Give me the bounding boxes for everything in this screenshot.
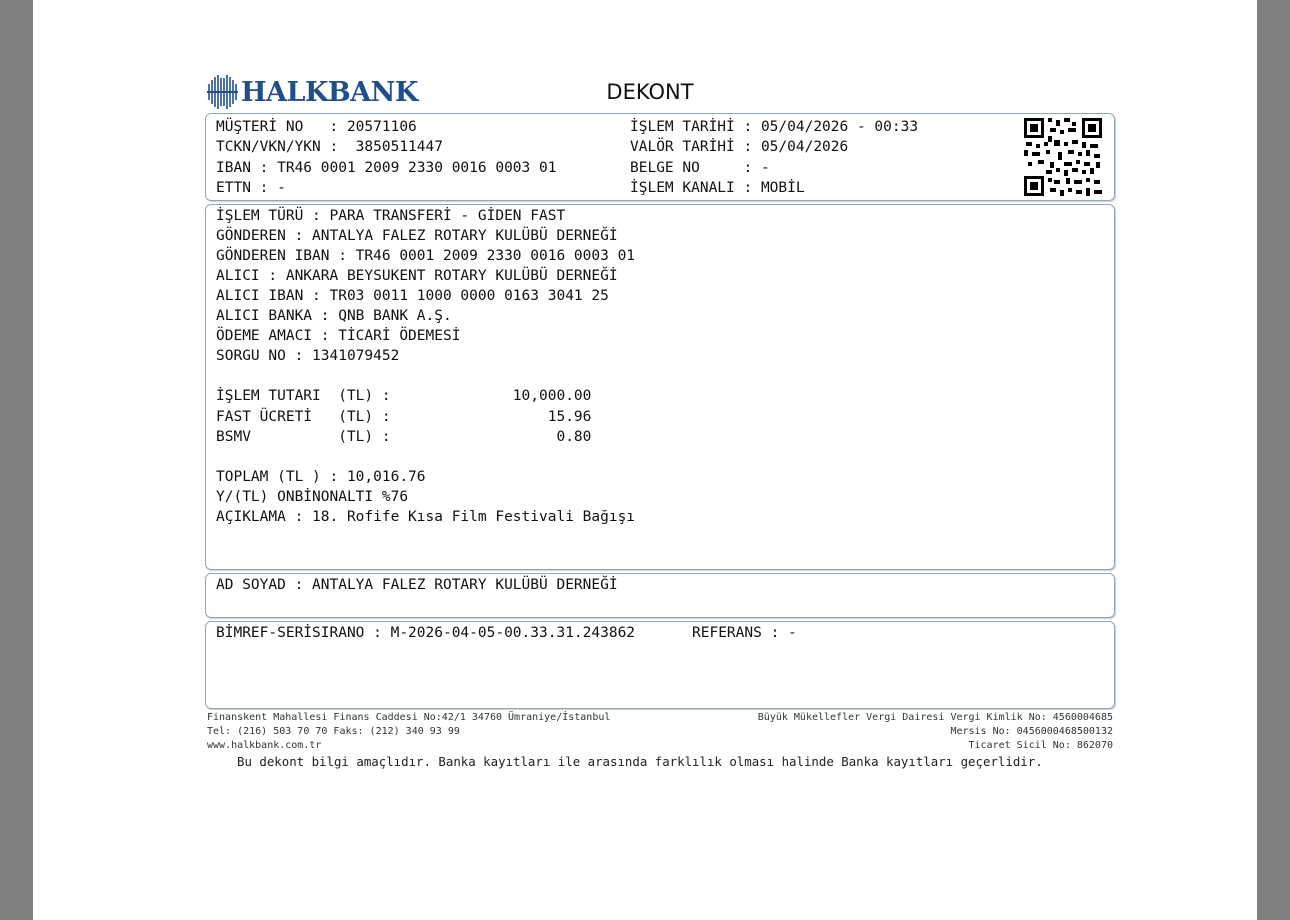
footer-phone: Tel: (216) 503 70 70 Faks: (212) 340 93 99 <box>207 726 460 737</box>
gonderen-iban: GÖNDEREN IBAN : TR46 0001 2009 2330 0016 0003 01 <box>216 248 636 264</box>
yazi-ile-tutar: Y/(TL) ONBİNONALTI %76 <box>216 489 409 505</box>
footer-address: Finanskent Mahallesi Finans Caddesi No:42/1 34760 Ümraniye/İstanbul <box>207 712 611 723</box>
aciklama: AÇIKLAMA : 18. Rofife Kısa Film Festivali Bağışı <box>216 509 636 525</box>
halkbank-wheat-logo-icon <box>207 74 239 110</box>
sorgu-no: SORGU NO : 1341079452 <box>216 348 400 364</box>
customer-info-box <box>205 113 1115 201</box>
ad-soyad-box <box>205 573 1115 618</box>
alici: ALICI : ANKARA BEYSUKENT ROTARY KULÜBÜ DERNEĞİ <box>216 268 618 284</box>
bimref-serisirano: BİMREF-SERİSIRANO : M-2026-04-05-00.33.31.243862 <box>216 625 636 641</box>
musteri-no: MÜŞTERİ NO : 20571106 <box>216 119 417 135</box>
tckn: TCKN/VKN/YKN : 3850511447 <box>216 139 443 155</box>
qr-code-icon <box>1024 118 1102 196</box>
document-title: DEKONT <box>606 80 694 104</box>
valor-tarihi: VALÖR TARİHİ : 05/04/2026 <box>630 139 849 155</box>
odeme-amaci: ÖDEME AMACI : TİCARİ ÖDEMESİ <box>216 328 461 344</box>
disclaimer: Bu dekont bilgi amaçlıdır. Banka kayıtları ile arasında farklılık olması halinde Banka kayıtları geçerlidir. <box>237 754 1043 769</box>
receipt-page <box>33 0 1257 920</box>
islem-turu: İŞLEM TÜRÜ : PARA TRANSFERİ - GİDEN FAST <box>216 208 566 224</box>
ettn: ETTN : - <box>216 180 286 196</box>
bsmv: BSMV (TL) : 0.80 <box>216 429 592 445</box>
islem-tutari: İŞLEM TUTARI (TL) : 10,000.00 <box>216 388 592 404</box>
transaction-details-box <box>205 204 1115 570</box>
iban: IBAN : TR46 0001 2009 2330 0016 0003 01 <box>216 160 557 176</box>
footer-website: www.halkbank.com.tr <box>207 740 322 751</box>
islem-kanali: İŞLEM KANALI : MOBİL <box>630 180 805 196</box>
footer-mersis: Mersis No: 0456000468500132 <box>950 726 1113 737</box>
fast-ucreti: FAST ÜCRETİ (TL) : 15.96 <box>216 409 592 425</box>
islem-tarihi: İŞLEM TARİHİ : 05/04/2026 - 00:33 <box>630 119 919 135</box>
toplam: TOPLAM (TL ) : 10,016.76 <box>216 469 426 485</box>
gonderen: GÖNDEREN : ANTALYA FALEZ ROTARY KULÜBÜ DERNEĞİ <box>216 228 618 244</box>
footer-tax-id: Büyük Mükellefler Vergi Dairesi Vergi Kimlik No: 4560004685 <box>757 712 1113 723</box>
halkbank-logo <box>207 74 418 110</box>
ad-soyad: AD SOYAD : ANTALYA FALEZ ROTARY KULÜBÜ DERNEĞİ <box>216 577 618 593</box>
referans: REFERANS : - <box>692 625 797 641</box>
footer-ticaret-sicil: Ticaret Sicil No: 862070 <box>968 740 1113 751</box>
alici-iban: ALICI IBAN : TR03 0011 1000 0000 0163 3041 25 <box>216 288 609 304</box>
alici-banka: ALICI BANKA : QNB BANK A.Ş. <box>216 308 452 324</box>
belge-no: BELGE NO : - <box>630 160 770 176</box>
reference-box <box>205 621 1115 709</box>
logo-wordmark: HALKBANK <box>241 76 418 108</box>
